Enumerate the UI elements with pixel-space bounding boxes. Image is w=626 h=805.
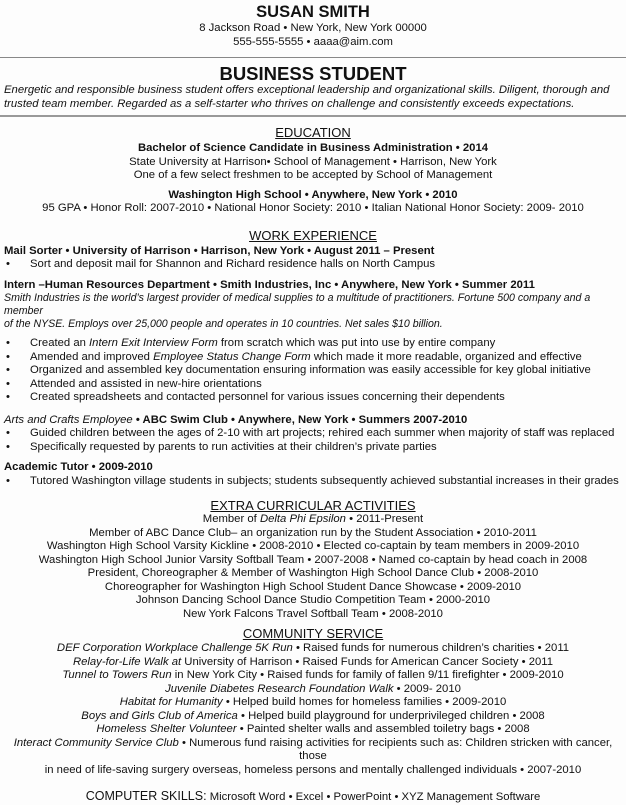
job-header	[4, 245, 622, 259]
community-item	[4, 656, 622, 670]
activities-item	[4, 527, 622, 541]
text-segment: Washington High School • Anywhere, New York • 2010	[168, 188, 458, 201]
text-segment: which made it more readable, organized and effective	[310, 350, 582, 363]
text-segment: Member of	[202, 513, 260, 525]
text-segment: Homeless Shelter Volunteer	[96, 723, 237, 735]
text-segment: Arts and Crafts Employee	[4, 413, 133, 426]
resume-title: BUSINESS STUDENT	[219, 63, 407, 84]
address: 8 Jackson Road • New York, New York 00000	[199, 22, 427, 34]
text-segment: Tutored Washington village students in subjects; students subsequently achieved substantial increases in their grades	[30, 474, 619, 487]
activities-item	[4, 513, 622, 527]
bullet-text	[30, 391, 505, 405]
activities-section	[4, 498, 622, 621]
text-segment: Relay-for-Life Walk at	[72, 655, 182, 668]
bullet-text	[30, 258, 435, 272]
bullet-text	[30, 441, 437, 455]
text-segment: Johnson Dancing School Dance Studio Competition Team • 2000-2010	[135, 594, 491, 606]
bullet-text	[30, 351, 582, 365]
text-segment: Intern –Human Resources Department • Smith Industries, Inc • Anywhere, New York • Summer 2011	[4, 278, 535, 291]
text-segment: • Raised funds for numerous children’s charities • 2011	[292, 642, 570, 654]
text-segment: in need of life-saving surgery overseas, homeless persons and mentally challenged individuals • 2007-2010	[44, 763, 582, 776]
text-segment: Bachelor of Science Candidate in Business Administration • 2014	[137, 142, 489, 154]
text-segment: One of a few select freshmen to be accepted by School of Management	[133, 169, 493, 181]
text-segment: Member of ABC Dance Club– an organization run by the Student Association • 2010-2011	[89, 526, 537, 539]
company-description: of the NYSE. Employs over 25,000 people and operates in 10 countries. Net sales $10 billion.	[4, 318, 443, 330]
activities-item	[4, 567, 622, 581]
bullet-text	[30, 364, 591, 378]
text-segment: in New York City • Raised funds for family of fallen 9/11 firefighter • 2009-2010	[171, 669, 564, 681]
skills-value: Microsoft Word • Excel • PowerPoint • XYZ Management Software	[206, 791, 541, 803]
bullet-icon: •	[6, 474, 10, 487]
summary	[4, 84, 622, 111]
activities-item	[4, 594, 622, 608]
text-segment: Mail Sorter • University of Harrison • Harrison, New York • August 2011 – Present	[4, 244, 435, 257]
bullet-icon: •	[6, 350, 10, 363]
bullet-text	[30, 475, 619, 489]
activities-item	[4, 540, 622, 554]
text-segment: • ABC Swim Club • Anywhere, New York • Summers 2007-2010	[132, 413, 468, 426]
text-segment: Employee Status Change Form	[153, 350, 311, 363]
bullet-icon: •	[6, 427, 10, 439]
text-segment: Academic Tutor • 2009-2010	[4, 461, 153, 473]
bullet-icon: •	[6, 377, 10, 390]
text-segment: 95 GPA • Honor Roll: 2007-2010 • National Honor Society: 2010 • Italian National Honor Society: 2009- 2010	[42, 202, 584, 214]
activities-item	[4, 608, 622, 622]
community-item	[4, 696, 622, 710]
text-segment: • Helped build playground for underprivileged children • 2008	[237, 709, 545, 722]
text-segment: University of Harrison • Raised Funds for American Cancer Society • 2011	[181, 655, 554, 668]
text-segment: Intern Exit Interview Form	[89, 337, 218, 349]
text-segment: Attended and assisted in new-hire orientations	[30, 377, 262, 390]
candidate-name: SUSAN SMITH	[256, 3, 370, 21]
bullet-item	[4, 351, 622, 365]
text-segment: Created spreadsheets and contacted personnel for various issues concerning their dependents	[30, 391, 505, 403]
text-segment: • Numerous fund raising activities for recipients such as: Children stricken with cancer, those	[178, 736, 613, 762]
job-entry	[4, 279, 622, 405]
text-segment: Washington High School Varsity Kickline • 2008-2010 • Elected co-captain by team members in 2009-2010	[46, 540, 580, 552]
section-heading-activities: EXTRA CURRICULAR ACTIVITIES	[210, 498, 416, 513]
activities-item	[4, 554, 622, 568]
community-item	[4, 642, 622, 656]
bullet-icon: •	[6, 337, 10, 349]
divider	[0, 57, 626, 58]
bullet-item	[4, 391, 622, 405]
work-experience-section	[4, 228, 622, 489]
education-line	[4, 142, 622, 156]
community-item	[4, 737, 622, 764]
text-segment: Guided children between the ages of 2-10 with art projects; rehired each summer when majority of staff was replaced	[30, 427, 615, 439]
text-segment: Created an	[30, 337, 90, 349]
text-segment: Tunnel to Towers Run	[62, 669, 172, 681]
text-segment: • 2009- 2010	[393, 682, 461, 695]
text-segment: DEF Corporation Workplace Challenge 5K Run	[56, 642, 293, 654]
text-segment: New York Falcons Travel Softball Team • 2008-2010	[183, 607, 443, 620]
education-line	[4, 189, 622, 203]
bullet-text	[30, 337, 495, 351]
text-segment: Amended and improved	[30, 350, 154, 363]
bullet-icon: •	[6, 258, 10, 270]
job-entry	[4, 461, 622, 488]
job-header	[4, 279, 622, 293]
bullet-item	[4, 258, 622, 272]
bullet-text	[30, 427, 614, 441]
section-heading-community: COMMUNITY SERVICE	[242, 626, 384, 641]
community-item	[4, 710, 622, 724]
bullet-icon: •	[6, 391, 10, 403]
text-segment: Delta Phi Epsilon	[259, 513, 346, 525]
bullet-item	[4, 364, 622, 378]
bullet-icon: •	[6, 364, 10, 376]
community-service-section	[4, 626, 622, 777]
text-segment: Juvenile Diabetes Research Foundation Walk	[165, 682, 394, 695]
education-line	[4, 156, 622, 170]
company-description: Smith Industries is the world’s largest provider of medical supplies to a multitude of practitioners. Fortune 500 company and a member	[4, 292, 591, 317]
section-heading-work: WORK EXPERIENCE	[249, 227, 377, 243]
community-item	[4, 723, 622, 737]
education-line	[4, 169, 622, 183]
text-segment: • Helped build homes for homeless families • 2009-2010	[222, 696, 507, 708]
community-item	[4, 669, 622, 683]
divider	[0, 115, 626, 117]
bullet-text	[30, 378, 262, 392]
job-entry	[4, 414, 622, 455]
text-segment: Interact Community Service Club	[13, 736, 179, 749]
section-heading-education: EDUCATION	[275, 125, 351, 140]
text-segment: Specifically requested by parents to run activities at their children’s private parties	[30, 440, 437, 453]
text-segment: Boys and Girls Club of America	[81, 709, 238, 722]
education-section	[4, 125, 622, 216]
community-item	[4, 683, 622, 697]
text-segment: • 2011-Present	[345, 513, 424, 525]
text-segment: President, Choreographer & Member of Washington High School Dance Club • 2008-2010	[87, 567, 539, 579]
text-segment: Habitat for Humanity	[119, 696, 223, 708]
bullet-item	[4, 427, 622, 441]
text-segment: from scratch which was put into use by entire company	[217, 337, 496, 349]
job-header	[4, 414, 622, 428]
job-header	[4, 461, 622, 475]
community-item	[4, 764, 622, 778]
summary-line: Energetic and responsible business student offers exceptional leadership and organizational skills. Diligent, thorough and	[4, 84, 610, 96]
bullet-item	[4, 337, 622, 351]
education-line	[4, 202, 622, 216]
text-segment: State University at Harrison• School of Management • Harrison, New York	[129, 155, 497, 168]
activities-item	[4, 581, 622, 595]
text-segment: Choreographer for Washington High School Student Dance Showcase • 2009-2010	[104, 580, 522, 593]
computer-skills	[4, 790, 622, 805]
bullet-item	[4, 378, 622, 392]
summary-line: trusted team member. Regarded as a self-starter who thrives on challenge and consistently exceeds expectations.	[4, 97, 575, 110]
skills-label: COMPUTER SKILLS:	[85, 789, 207, 803]
text-segment: Washington High School Junior Varsity Softball Team • 2007-2008 • Named co-captain by head coach in 2008	[38, 553, 588, 566]
bullet-icon: •	[6, 440, 10, 453]
text-segment: Organized and assembled key documentation ensuring information was easily accessible for key global initiative	[30, 364, 591, 376]
job-entry	[4, 245, 622, 272]
bullet-item	[4, 475, 622, 489]
text-segment: Sort and deposit mail for Shannon and Richard residence halls on North Campus	[30, 258, 436, 270]
contact-info: 555-555-5555 • aaaa@aim.com	[233, 35, 393, 48]
bullet-item	[4, 441, 622, 455]
text-segment: • Painted shelter walls and assembled toiletry bags • 2008	[236, 723, 530, 735]
